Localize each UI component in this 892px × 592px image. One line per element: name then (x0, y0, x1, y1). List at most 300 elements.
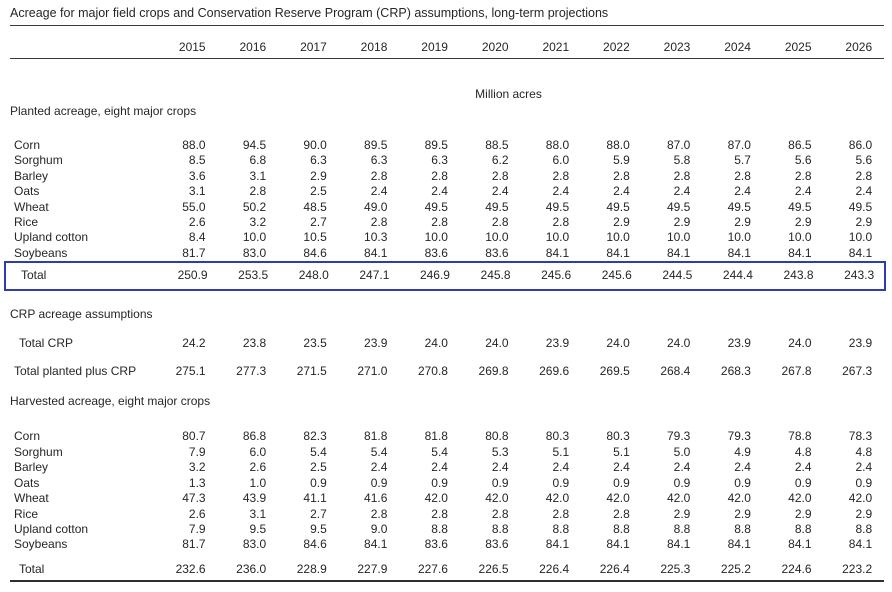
value-cell-2021: 2.4 (552, 184, 570, 199)
table-row (10, 336, 892, 351)
value-cell-2019: 83.6 (424, 245, 448, 260)
unit-label-row (145, 88, 872, 101)
unit-label: Million acres (475, 87, 542, 101)
row-label: Sorghum (14, 444, 63, 459)
value-cell-2017: 271.5 (296, 364, 327, 379)
title-rule (10, 25, 884, 26)
value-cell-2021: 2.8 (552, 506, 570, 521)
value-cell-2021: 2.4 (552, 460, 570, 475)
value-cell-2018: 2.4 (370, 460, 388, 475)
value-cell-2015: 2.6 (188, 506, 206, 521)
value-cell-2023: 42.0 (666, 491, 691, 506)
value-cell-2016: 6.8 (249, 153, 267, 168)
value-cell-2022: 2.4 (613, 460, 630, 475)
value-cell-2016: 3.2 (249, 215, 267, 230)
value-cell-2026: 23.9 (848, 335, 873, 350)
value-cell-2016: 50.2 (242, 199, 267, 214)
value-cell-2018: 6.3 (370, 153, 388, 168)
row-label: Barley (14, 460, 49, 475)
row-label: Rice (14, 506, 39, 521)
value-cell-2024: 42.0 (727, 491, 751, 506)
value-cell-2019: 2.4 (431, 184, 448, 199)
crp-rows (10, 336, 892, 380)
value-cell-2015: 275.1 (175, 364, 206, 379)
value-cell-2026: 5.6 (855, 153, 873, 168)
value-cell-2018: 84.1 (364, 537, 388, 552)
row-label: Sorghum (14, 153, 63, 168)
value-cell-2023: 244.5 (662, 268, 693, 283)
row-label: Oats (14, 475, 40, 490)
value-cell-2019: 6.3 (431, 153, 448, 168)
value-cell-2016: 253.5 (238, 268, 269, 283)
year-header-2015: 2015 (178, 40, 206, 54)
value-cell-2016: 3.1 (249, 168, 267, 183)
value-cell-2023: 2.4 (673, 460, 691, 475)
section-harvested (10, 394, 892, 582)
value-cell-2015: 7.9 (188, 521, 206, 536)
value-cell-2026: 86.0 (848, 138, 873, 152)
value-cell-2018: 0.9 (370, 475, 388, 490)
value-cell-2018: 271.0 (357, 364, 388, 379)
value-cell-2021: 5.1 (552, 444, 570, 459)
row-label: Soybeans (14, 245, 68, 260)
value-cell-2023: 225.3 (660, 561, 691, 576)
value-cell-2019: 0.9 (431, 475, 448, 490)
value-cell-2026: 2.4 (855, 460, 873, 475)
value-cell-2020: 80.8 (485, 429, 509, 444)
table-row (10, 200, 892, 215)
value-cell-2019: 42.0 (424, 491, 448, 506)
value-cell-2018: 2.8 (370, 506, 388, 521)
value-cell-2020: 2.8 (491, 215, 509, 230)
value-cell-2019: 10.0 (424, 230, 448, 245)
value-cell-2023: 84.1 (666, 245, 691, 260)
value-cell-2023: 8.8 (673, 521, 691, 536)
value-cell-2023: 10.0 (666, 230, 691, 245)
value-cell-2022: 24.0 (606, 335, 630, 350)
year-header-2016: 2016 (239, 40, 267, 54)
value-cell-2022: 269.5 (599, 364, 630, 379)
value-cell-2024: 8.8 (734, 521, 751, 536)
value-cell-2020: 49.5 (485, 199, 509, 214)
value-cell-2015: 80.7 (182, 429, 206, 444)
value-cell-2020: 5.3 (491, 444, 509, 459)
section-crp (10, 307, 892, 380)
section-heading-crp: CRP acreage assumptions (10, 306, 153, 321)
value-cell-2022: 2.8 (613, 506, 630, 521)
value-cell-2015: 2.6 (188, 215, 206, 230)
value-cell-2018: 84.1 (364, 245, 388, 260)
value-cell-2015: 88.0 (182, 138, 206, 152)
value-cell-2021: 8.8 (552, 521, 570, 536)
header-rule (10, 58, 884, 59)
row-label: Oats (14, 184, 40, 199)
value-cell-2019: 246.9 (419, 268, 450, 283)
value-cell-2015: 250.9 (177, 268, 208, 283)
value-cell-2024: 10.0 (727, 230, 751, 245)
value-cell-2020: 10.0 (485, 230, 509, 245)
value-cell-2025: 243.8 (783, 268, 814, 283)
value-cell-2017: 248.0 (298, 268, 329, 283)
row-label: Wheat (14, 491, 49, 506)
value-cell-2019: 2.4 (431, 460, 448, 475)
value-cell-2024: 49.5 (727, 199, 751, 214)
year-column-spacer (10, 40, 145, 55)
value-cell-2025: 2.4 (794, 460, 812, 475)
value-cell-2024: 4.9 (734, 444, 751, 459)
value-cell-2017: 2.7 (310, 506, 327, 521)
value-cell-2018: 247.1 (359, 268, 390, 283)
value-cell-2017: 84.6 (303, 245, 327, 260)
value-cell-2024: 2.9 (734, 215, 751, 230)
value-cell-2024: 2.8 (734, 168, 751, 183)
value-cell-2017: 2.5 (310, 184, 327, 199)
planted-rows (10, 138, 892, 261)
total-label: Total (21, 268, 47, 283)
year-header-2018: 2018 (360, 40, 388, 54)
value-cell-2016: 23.8 (242, 335, 267, 350)
value-cell-2025: 0.9 (794, 475, 812, 490)
value-cell-2016: 1.0 (249, 475, 267, 490)
value-cell-2022: 10.0 (606, 230, 630, 245)
value-cell-2021: 42.0 (545, 491, 570, 506)
value-cell-2023: 84.1 (666, 537, 691, 552)
value-cell-2018: 2.4 (370, 184, 388, 199)
row-label: Corn (14, 138, 41, 152)
value-cell-2016: 2.6 (249, 460, 267, 475)
value-cell-2019: 24.0 (424, 335, 448, 350)
table-row (10, 491, 892, 506)
value-cell-2020: 83.6 (485, 537, 509, 552)
value-cell-2021: 2.8 (552, 215, 570, 230)
value-cell-2022: 84.1 (606, 537, 630, 552)
value-cell-2025: 2.4 (794, 184, 812, 199)
value-cell-2020: 2.8 (491, 168, 509, 183)
value-cell-2015: 81.7 (182, 245, 206, 260)
value-cell-2025: 2.8 (794, 168, 812, 183)
value-cell-2021: 84.1 (545, 245, 570, 260)
table-row (10, 537, 892, 552)
value-cell-2019: 49.5 (424, 199, 448, 214)
value-cell-2021: 49.5 (545, 199, 570, 214)
value-cell-2024: 84.1 (727, 537, 751, 552)
value-cell-2016: 86.8 (242, 429, 267, 444)
value-cell-2021: 80.3 (545, 429, 570, 444)
value-cell-2017: 2.5 (310, 460, 327, 475)
year-header-2022: 2022 (603, 40, 630, 54)
value-cell-2026: 2.8 (855, 168, 873, 183)
year-header-row (10, 40, 892, 55)
value-cell-2024: 268.3 (720, 364, 751, 379)
table-row (10, 364, 892, 379)
value-cell-2020: 83.6 (485, 245, 509, 260)
table-row (10, 138, 892, 153)
value-cell-2017: 90.0 (303, 138, 327, 152)
value-cell-2025: 86.5 (788, 138, 812, 152)
value-cell-2022: 42.0 (606, 491, 630, 506)
value-cell-2024: 84.1 (727, 245, 751, 260)
year-header-2019: 2019 (421, 40, 448, 54)
harvested-rows (10, 429, 892, 552)
value-cell-2023: 2.8 (673, 168, 691, 183)
section-heading-planted: Planted acreage, eight major crops (10, 104, 197, 118)
value-cell-2020: 8.8 (491, 521, 509, 536)
value-cell-2015: 81.7 (182, 537, 206, 552)
row-label: Corn (14, 429, 41, 444)
value-cell-2022: 2.9 (613, 215, 630, 230)
row-label: Rice (14, 215, 39, 230)
value-cell-2026: 78.3 (848, 429, 873, 444)
value-cell-2015: 7.9 (188, 444, 206, 459)
value-cell-2017: 10.5 (303, 230, 327, 245)
value-cell-2018: 23.9 (364, 335, 388, 350)
value-cell-2025: 49.5 (788, 199, 812, 214)
value-cell-2017: 23.5 (303, 335, 327, 350)
value-cell-2021: 10.0 (545, 230, 570, 245)
value-cell-2025: 10.0 (788, 230, 812, 245)
value-cell-2024: 23.9 (727, 335, 751, 350)
value-cell-2017: 84.6 (303, 537, 327, 552)
value-cell-2015: 24.2 (182, 335, 206, 350)
total-label: Total (19, 561, 45, 576)
value-cell-2022: 5.9 (613, 153, 630, 168)
value-cell-2024: 2.9 (734, 506, 751, 521)
value-cell-2019: 270.8 (417, 364, 448, 379)
value-cell-2018: 2.8 (370, 168, 388, 183)
table-row (10, 445, 892, 460)
value-cell-2022: 226.4 (599, 561, 630, 576)
table-row (10, 429, 892, 444)
row-label: Upland cotton (14, 521, 89, 536)
value-cell-2015: 3.6 (188, 168, 206, 183)
value-cell-2018: 41.6 (364, 491, 388, 506)
value-cell-2025: 8.8 (794, 521, 812, 536)
value-cell-2025: 2.9 (794, 215, 812, 230)
value-cell-2026: 84.1 (848, 537, 873, 552)
year-header-2017: 2017 (300, 40, 327, 54)
value-cell-2022: 84.1 (606, 245, 630, 260)
table-row (10, 184, 892, 199)
value-cell-2021: 245.6 (541, 268, 572, 283)
year-header-2025: 2025 (784, 40, 812, 54)
value-cell-2022: 8.8 (613, 521, 630, 536)
value-cell-2020: 0.9 (491, 475, 509, 490)
value-cell-2015: 232.6 (175, 561, 206, 576)
table-title: Acreage for major field crops and Conservation Reserve Program (CRP) assumptions, long-term projections (10, 6, 609, 20)
year-header-2020: 2020 (481, 40, 509, 54)
value-cell-2025: 5.6 (794, 153, 812, 168)
value-cell-2022: 2.8 (613, 168, 630, 183)
table-row (10, 476, 892, 491)
value-cell-2017: 2.7 (310, 215, 327, 230)
value-cell-2020: 245.8 (480, 268, 511, 283)
value-cell-2022: 5.1 (613, 444, 630, 459)
value-cell-2023: 268.4 (660, 364, 691, 379)
row-label: Wheat (14, 199, 49, 214)
value-cell-2026: 0.9 (855, 475, 873, 490)
value-cell-2018: 89.5 (364, 138, 388, 152)
value-cell-2025: 84.1 (788, 537, 812, 552)
value-cell-2016: 43.9 (242, 491, 267, 506)
value-cell-2022: 0.9 (613, 475, 630, 490)
bottom-rule (10, 580, 884, 582)
table-row (10, 460, 892, 475)
value-cell-2017: 228.9 (296, 561, 327, 576)
value-cell-2022: 49.5 (606, 199, 630, 214)
value-cell-2024: 5.7 (734, 153, 751, 168)
table-row (10, 215, 892, 230)
value-cell-2021: 0.9 (552, 475, 570, 490)
value-cell-2019: 83.6 (424, 537, 448, 552)
value-cell-2021: 2.8 (552, 168, 570, 183)
value-cell-2025: 224.6 (781, 561, 812, 576)
value-cell-2021: 88.0 (545, 138, 570, 152)
year-header-2021: 2021 (542, 40, 570, 54)
value-cell-2025: 4.8 (794, 444, 812, 459)
row-label: Upland cotton (14, 230, 89, 245)
value-cell-2016: 3.1 (249, 506, 267, 521)
harvested-total-row (10, 562, 892, 577)
value-cell-2023: 2.9 (673, 506, 691, 521)
value-cell-2016: 83.0 (242, 245, 267, 260)
value-cell-2024: 2.4 (734, 184, 751, 199)
section-heading-harvested: Harvested acreage, eight major crops (10, 394, 211, 409)
value-cell-2016: 83.0 (242, 537, 267, 552)
value-cell-2017: 0.9 (310, 475, 327, 490)
value-cell-2020: 2.4 (491, 184, 509, 199)
value-cell-2022: 88.0 (606, 138, 630, 152)
value-cell-2025: 78.8 (788, 429, 812, 444)
table-row (10, 507, 892, 522)
value-cell-2016: 236.0 (236, 561, 267, 576)
value-cell-2016: 94.5 (242, 138, 267, 152)
value-cell-2026: 84.1 (848, 245, 873, 260)
value-cell-2023: 5.8 (673, 153, 691, 168)
value-cell-2019: 81.8 (424, 429, 448, 444)
value-cell-2026: 4.8 (855, 444, 873, 459)
value-cell-2018: 227.9 (357, 561, 388, 576)
value-cell-2026: 10.0 (848, 230, 873, 245)
value-cell-2016: 2.8 (249, 184, 267, 199)
value-cell-2017: 82.3 (303, 429, 327, 444)
value-cell-2025: 24.0 (788, 335, 812, 350)
value-cell-2026: 267.3 (842, 364, 873, 379)
value-cell-2018: 2.8 (370, 215, 388, 230)
value-cell-2019: 2.8 (431, 168, 448, 183)
row-label: Total planted plus CRP (14, 364, 137, 379)
value-cell-2026: 2.4 (855, 184, 873, 199)
value-cell-2019: 227.6 (417, 561, 448, 576)
value-cell-2024: 225.2 (720, 561, 751, 576)
table-row (10, 153, 892, 168)
value-cell-2026: 49.5 (848, 199, 873, 214)
value-cell-2020: 88.5 (485, 138, 509, 152)
value-cell-2020: 2.8 (491, 506, 509, 521)
value-cell-2015: 1.3 (188, 475, 206, 490)
value-cell-2015: 3.1 (188, 184, 206, 199)
value-cell-2018: 9.0 (370, 521, 388, 536)
value-cell-2026: 8.8 (855, 521, 873, 536)
year-header-2024: 2024 (724, 40, 751, 54)
value-cell-2017: 2.9 (310, 168, 327, 183)
value-cell-2020: 269.8 (478, 364, 509, 379)
value-cell-2015: 8.5 (188, 153, 206, 168)
value-cell-2019: 89.5 (424, 138, 448, 152)
value-cell-2021: 269.6 (539, 364, 570, 379)
value-cell-2024: 2.4 (734, 460, 751, 475)
value-cell-2018: 10.3 (364, 230, 388, 245)
value-cell-2015: 47.3 (182, 491, 206, 506)
value-cell-2020: 6.2 (491, 153, 509, 168)
value-cell-2023: 5.0 (673, 444, 691, 459)
value-cell-2023: 49.5 (666, 199, 691, 214)
table-row (10, 169, 892, 184)
value-cell-2026: 223.2 (842, 561, 873, 576)
value-cell-2022: 80.3 (606, 429, 630, 444)
value-cell-2019: 2.8 (431, 215, 448, 230)
value-cell-2015: 3.2 (188, 460, 206, 475)
section-planted (10, 104, 892, 291)
value-cell-2017: 48.5 (303, 199, 327, 214)
value-cell-2025: 42.0 (788, 491, 812, 506)
value-cell-2021: 84.1 (545, 537, 570, 552)
value-cell-2023: 87.0 (666, 138, 691, 152)
value-cell-2025: 267.8 (781, 364, 812, 379)
row-label: Soybeans (14, 537, 68, 552)
value-cell-2020: 2.4 (491, 460, 509, 475)
value-cell-2016: 10.0 (242, 230, 267, 245)
value-cell-2018: 5.4 (370, 444, 388, 459)
value-cell-2016: 6.0 (249, 444, 267, 459)
value-cell-2018: 81.8 (364, 429, 388, 444)
value-cell-2026: 2.9 (855, 506, 873, 521)
table-row (10, 230, 892, 245)
value-cell-2023: 0.9 (673, 475, 691, 490)
value-cell-2017: 9.5 (310, 521, 327, 536)
value-cell-2025: 2.9 (794, 506, 812, 521)
year-header-2023: 2023 (663, 40, 691, 54)
table-row (10, 246, 892, 261)
table-row (10, 522, 892, 537)
value-cell-2026: 42.0 (848, 491, 873, 506)
value-cell-2019: 8.8 (431, 521, 448, 536)
value-cell-2021: 226.4 (539, 561, 570, 576)
value-cell-2026: 243.3 (844, 268, 875, 283)
value-cell-2018: 49.0 (364, 199, 388, 214)
value-cell-2022: 2.4 (613, 184, 630, 199)
value-cell-2020: 24.0 (485, 335, 509, 350)
value-cell-2020: 226.5 (478, 561, 509, 576)
value-cell-2024: 244.4 (722, 268, 753, 283)
value-cell-2016: 9.5 (249, 521, 267, 536)
value-cell-2016: 277.3 (236, 364, 267, 379)
value-cell-2015: 55.0 (182, 199, 206, 214)
value-cell-2017: 6.3 (310, 153, 327, 168)
value-cell-2022: 245.6 (601, 268, 632, 283)
value-cell-2017: 5.4 (310, 444, 327, 459)
highlight-box (4, 261, 886, 290)
row-label: Barley (14, 168, 49, 183)
value-cell-2024: 87.0 (727, 138, 751, 152)
value-cell-2023: 79.3 (666, 429, 691, 444)
value-cell-2019: 2.8 (431, 506, 448, 521)
value-cell-2019: 5.4 (431, 444, 448, 459)
value-cell-2023: 2.9 (673, 215, 691, 230)
value-cell-2021: 23.9 (545, 335, 570, 350)
value-cell-2023: 2.4 (673, 184, 691, 199)
value-cell-2020: 42.0 (485, 491, 509, 506)
value-cell-2015: 8.4 (188, 230, 206, 245)
